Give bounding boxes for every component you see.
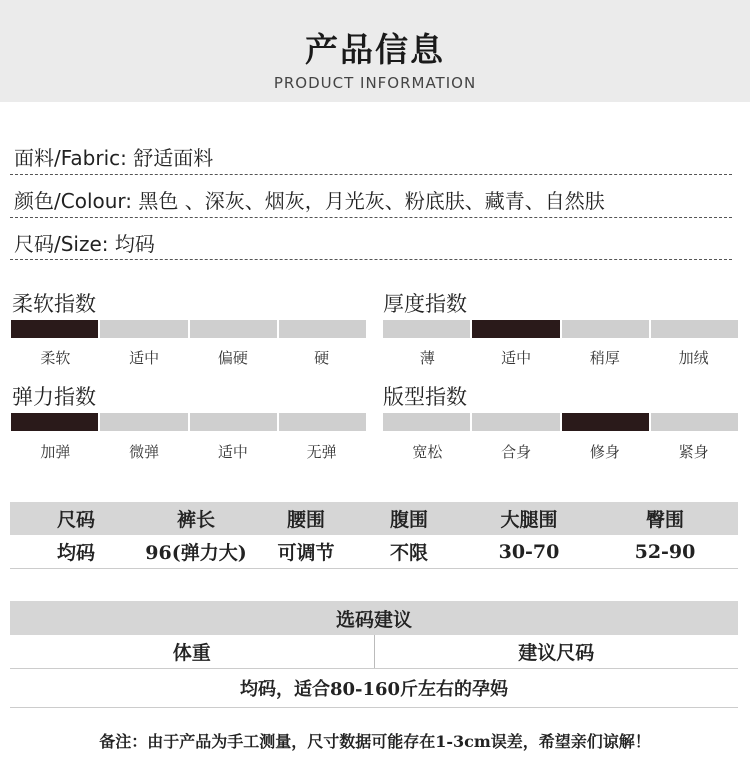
divider — [10, 217, 732, 218]
weight-column-header: 体重 — [10, 635, 375, 668]
column-header: 腹围 — [389, 509, 428, 531]
colour-line: 颜色/Colour: 黑色 、深灰、烟灰，月光灰、粉底肤、藏青、自然肤 — [14, 189, 605, 213]
divider — [10, 259, 732, 260]
column-header: 大腿围 — [500, 509, 558, 531]
index-label: 稍厚 — [589, 349, 620, 367]
header-banner — [0, 0, 750, 102]
index-label: 适中 — [217, 443, 248, 461]
index-segment — [11, 413, 98, 431]
size-recommendation-table — [10, 601, 738, 708]
size-line: 尺码/Size: 均码 — [14, 232, 155, 256]
index-segment — [651, 320, 738, 338]
index-label: 加弹 — [40, 443, 71, 461]
table-cell: 不限 — [389, 542, 428, 564]
size-table-header — [10, 502, 738, 535]
table-cell: 可调节 — [277, 542, 335, 564]
index-segment — [190, 413, 277, 431]
column-header: 臀围 — [645, 509, 684, 531]
index-label: 微弹 — [129, 443, 160, 461]
thickness-index-labels — [383, 347, 738, 368]
index-label: 修身 — [589, 443, 620, 461]
index-segment — [100, 413, 187, 431]
index-label: 适中 — [129, 349, 160, 367]
index-label: 柔软 — [40, 349, 71, 367]
table-cell: 30-70 — [498, 540, 560, 563]
page-subtitle: PRODUCT INFORMATION — [273, 74, 477, 92]
index-label: 硬 — [314, 349, 330, 367]
fit-index-labels — [383, 441, 738, 462]
index-segment — [562, 413, 649, 431]
index-label: 适中 — [501, 349, 532, 367]
index-segment — [190, 320, 277, 338]
index-label: 加绒 — [678, 349, 709, 367]
footnote: 备注：由于产品为手工测量，尺寸数据可能存在1-3cm误差，希望亲们谅解！ — [99, 732, 651, 751]
column-header: 腰围 — [286, 509, 325, 531]
index-segment — [279, 320, 366, 338]
softness-index-title: 柔软指数 — [12, 292, 96, 316]
table-cell: 96(弹力大) — [145, 542, 247, 564]
index-segment — [11, 320, 98, 338]
thickness-index-bar — [383, 320, 738, 338]
page-title: 产品信息 — [305, 30, 445, 69]
index-label: 偏硬 — [217, 349, 248, 367]
index-label: 合身 — [501, 443, 532, 461]
recommendation-text: 均码，适合80-160斤左右的孕妈 — [10, 669, 738, 708]
elasticity-index-labels — [11, 441, 366, 462]
recommendation-header — [10, 635, 738, 669]
table-cell: 52-90 — [634, 540, 696, 563]
softness-index-bar — [11, 320, 366, 338]
column-header: 尺码 — [56, 509, 95, 531]
elasticity-index-bar — [11, 413, 366, 431]
index-label: 薄 — [419, 349, 435, 367]
column-header: 裤长 — [176, 509, 215, 531]
table-cell: 均码 — [56, 542, 95, 564]
index-segment — [651, 413, 738, 431]
index-segment — [472, 320, 559, 338]
index-label: 宽松 — [412, 443, 443, 461]
table-row — [10, 535, 738, 569]
softness-index-labels — [11, 347, 366, 368]
index-segment — [562, 320, 649, 338]
index-segment — [472, 413, 559, 431]
recommendation-title: 选码建议 — [10, 601, 738, 635]
elasticity-index-title: 弹力指数 — [12, 385, 96, 409]
index-label: 紧身 — [678, 443, 709, 461]
fabric-line: 面料/Fabric: 舒适面料 — [14, 146, 214, 170]
suggested-size-column-header: 建议尺码 — [518, 642, 595, 664]
index-segment — [383, 320, 470, 338]
index-segment — [100, 320, 187, 338]
thickness-index-title: 厚度指数 — [383, 292, 467, 316]
index-label: 无弹 — [306, 443, 337, 461]
index-segment — [279, 413, 366, 431]
size-table — [10, 502, 738, 569]
divider — [10, 174, 732, 175]
fit-index-bar — [383, 413, 738, 431]
index-segment — [383, 413, 470, 431]
fit-index-title: 版型指数 — [383, 385, 467, 409]
